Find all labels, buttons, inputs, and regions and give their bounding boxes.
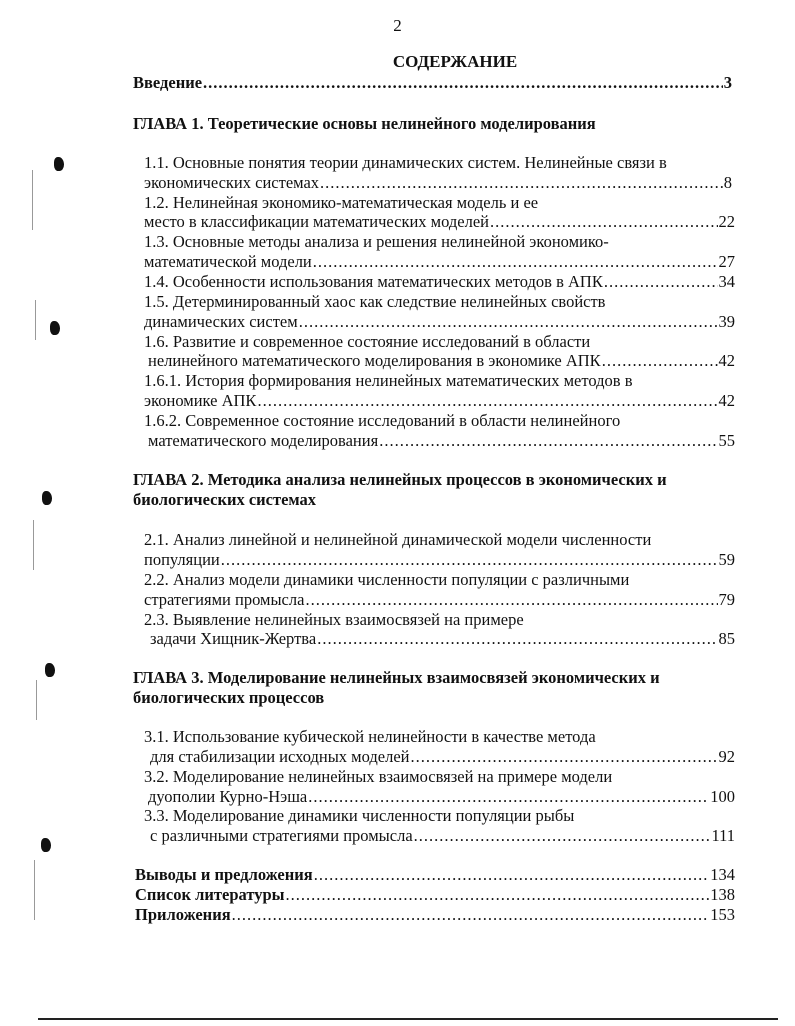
toc-label: нелинейного математического моделирования в экономике АПК xyxy=(148,351,601,370)
toc-entry-1-6-2-cont[interactable] xyxy=(148,431,735,450)
page-title: СОДЕРЖАНИЕ xyxy=(392,52,518,71)
toc-page: 27 xyxy=(718,252,735,271)
toc-entry-1-6-1[interactable]: 1.6.1. История формирования нелинейных математических методов в xyxy=(144,371,633,390)
toc-page: 59 xyxy=(718,550,735,569)
toc-entry-2-2-cont[interactable] xyxy=(144,590,735,609)
toc-label: с различными стратегиями промысла xyxy=(150,826,413,845)
toc-entry-1-5-cont[interactable] xyxy=(144,312,735,331)
toc-entry-1-3[interactable]: 1.3. Основные методы анализа и решения нелинейной экономико- xyxy=(144,232,609,251)
toc-entry-conclusions[interactable] xyxy=(135,865,735,884)
binder-hole-mark xyxy=(45,663,55,677)
toc-page: 100 xyxy=(710,787,735,806)
margin-line xyxy=(32,170,33,230)
chapter-2-heading: ГЛАВА 2. Методика анализа нелинейных процессов в экономических и xyxy=(133,470,667,489)
toc-page: 34 xyxy=(718,272,735,291)
toc-entry-intro[interactable] xyxy=(133,73,732,92)
toc-label: динамических систем xyxy=(144,312,298,331)
binder-hole-mark xyxy=(42,491,52,505)
toc-entry-1-6-1-cont[interactable] xyxy=(144,391,735,410)
binder-hole-mark xyxy=(54,157,64,171)
toc-entry-2-2[interactable]: 2.2. Анализ модели динамики численности популяции с различными xyxy=(144,570,630,589)
toc-label: дуополии Курно-Нэша xyxy=(148,787,308,806)
margin-line xyxy=(33,520,34,570)
toc-entry-2-3-cont[interactable] xyxy=(150,629,735,648)
chapter-2-heading-cont: биологических системах xyxy=(133,490,317,509)
toc-label: для стабилизации исходных моделей xyxy=(150,747,410,766)
toc-entry-1-2[interactable]: 1.2. Нелинейная экономико-математическая модель и ее xyxy=(144,193,539,212)
toc-entry-1-2-cont[interactable] xyxy=(144,212,735,231)
toc-page: 85 xyxy=(718,629,735,648)
margin-line xyxy=(36,680,37,720)
toc-entry-3-2[interactable]: 3.2. Моделирование нелинейных взаимосвязей на примере модели xyxy=(144,767,613,786)
toc-page: 79 xyxy=(718,590,735,609)
chapter-1-heading: ГЛАВА 1. Теоретические основы нелинейного моделирования xyxy=(133,114,596,133)
toc-entry-3-2-cont[interactable] xyxy=(148,787,735,806)
toc-entry-2-3[interactable]: 2.3. Выявление нелинейных взаимосвязей на примере xyxy=(144,610,524,629)
toc-page: 39 xyxy=(718,312,735,331)
toc-page: 153 xyxy=(710,905,735,924)
toc-page: 111 xyxy=(711,826,735,845)
chapter-3-heading: ГЛАВА 3. Моделирование нелинейных взаимосвязей экономических и xyxy=(133,668,660,687)
toc-page: 92 xyxy=(718,747,735,766)
toc-label: Введение xyxy=(133,73,203,92)
toc-entry-1-1[interactable]: 1.1. Основные понятия теории динамических систем. Нелинейные связи в xyxy=(144,153,667,172)
toc-entry-references[interactable] xyxy=(135,885,735,904)
toc-entry-1-3-cont[interactable] xyxy=(144,252,735,271)
toc-page: 8 xyxy=(723,173,732,192)
toc-entry-1-6-2[interactable]: 1.6.2. Современное состояние исследований в области нелинейного xyxy=(144,411,621,430)
toc-entry-2-1-cont[interactable] xyxy=(144,550,735,569)
margin-line xyxy=(35,300,36,340)
toc-label: 1.4. Особенности использования математических методов в АПК xyxy=(144,272,603,291)
toc-label: задачи Хищник-Жертва xyxy=(150,629,317,648)
toc-page: 134 xyxy=(710,865,735,884)
toc-page: 3 xyxy=(723,73,732,92)
binder-hole-mark xyxy=(41,838,51,852)
toc-page: 138 xyxy=(710,885,735,904)
toc-label: место в классификации математических моделей xyxy=(144,212,489,231)
toc-label: экономике АПК xyxy=(144,391,257,410)
toc-label: математического моделирования xyxy=(148,431,379,450)
toc-label: популяции xyxy=(144,550,220,569)
toc-entry-3-1-cont[interactable] xyxy=(150,747,735,766)
toc-entry-2-1[interactable]: 2.1. Анализ линейной и нелинейной динамической модели численности xyxy=(144,530,652,549)
toc-entry-1-1-cont[interactable] xyxy=(144,173,732,192)
toc-page: 42 xyxy=(718,351,735,370)
margin-line xyxy=(34,860,35,920)
toc-page: 42 xyxy=(718,391,735,410)
toc-label: Список литературы xyxy=(135,885,285,904)
toc-entry-appendices[interactable] xyxy=(135,905,735,924)
toc-entry-1-6[interactable]: 1.6. Развитие и современное состояние исследований в области xyxy=(144,332,591,351)
toc-label: Выводы и предложения xyxy=(135,865,313,884)
chapter-3-heading-cont: биологических процессов xyxy=(133,688,325,707)
toc-page: 22 xyxy=(718,212,735,231)
toc-label: экономических системах xyxy=(144,173,320,192)
page-number: 2 xyxy=(393,16,402,35)
scan-edge-line xyxy=(38,1018,778,1020)
toc-label: математической модели xyxy=(144,252,312,271)
toc-entry-1-6-cont[interactable] xyxy=(148,351,735,370)
toc-entry-3-3[interactable]: 3.3. Моделирование динамики численности популяции рыбы xyxy=(144,806,575,825)
toc-entry-1-5[interactable]: 1.5. Детерминированный хаос как следствие нелинейных свойств xyxy=(144,292,606,311)
toc-label: Приложения xyxy=(135,905,231,924)
toc-entry-3-1[interactable]: 3.1. Использование кубической нелинейности в качестве метода xyxy=(144,727,596,746)
toc-page: 55 xyxy=(718,431,735,450)
toc-entry-1-4[interactable] xyxy=(144,272,735,291)
binder-hole-mark xyxy=(50,321,60,335)
toc-label: стратегиями промысла xyxy=(144,590,305,609)
toc-entry-3-3-cont[interactable] xyxy=(150,826,735,845)
